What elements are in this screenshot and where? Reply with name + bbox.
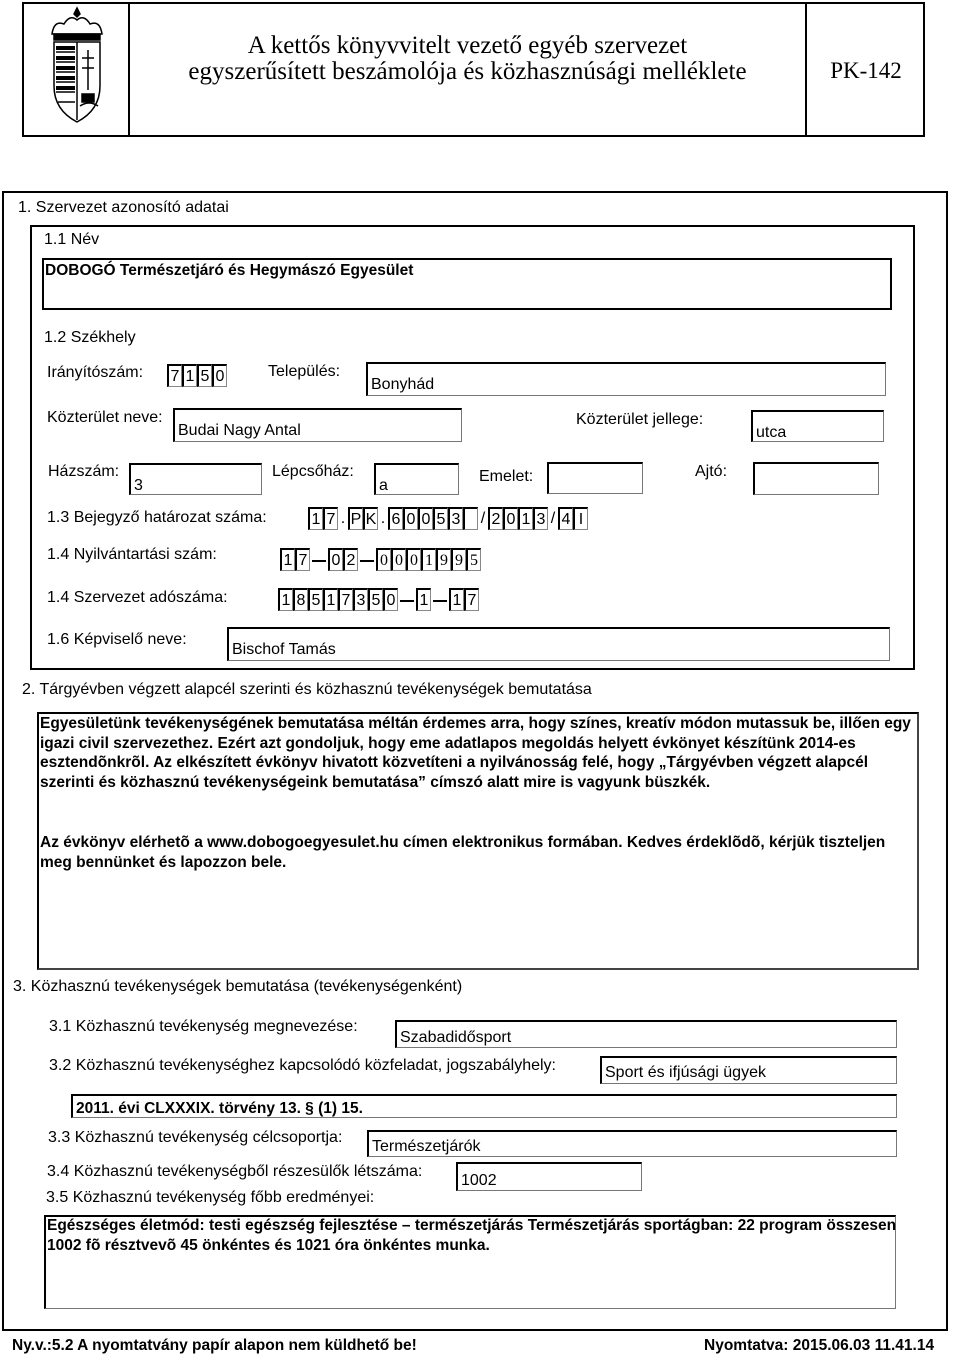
activity-name-label: 3.1 Közhasznú tevékenység megnevezése: <box>49 1018 358 1035</box>
digit-cell[interactable]: 5 <box>308 588 323 611</box>
main-results-text: Egészséges életmód: testi egészség fejlesztése – természetjárás Természetjárás sportágban: 22 program összesen 1002 fõ résztvevõ 45 önkéntes és 1021 óra önkéntes munka. <box>47 1217 897 1254</box>
digit-cell[interactable]: 2 <box>343 548 358 571</box>
digit-cell[interactable]: 5 <box>433 507 448 530</box>
digit-cell[interactable]: 0 <box>212 364 227 387</box>
digit-cell[interactable] <box>463 507 478 530</box>
house-number-field[interactable]: 3 <box>129 463 262 495</box>
footer-notice: Ny.v.:5.2 A nyomtatvány papír alapon nem küldhető be! <box>12 1337 417 1354</box>
digit-cell[interactable]: 7 <box>167 364 182 387</box>
footer-printed-at: Nyomtatva: 2015.06.03 11.41.14 <box>704 1337 935 1354</box>
hungarian-coat-of-arms-icon <box>42 6 112 128</box>
digit-cell[interactable]: 1 <box>323 588 338 611</box>
representative-field[interactable]: Bischof Tamás <box>227 627 890 661</box>
section3-title: 3. Közhasznú tevékenységek bemutatása (tevékenységenként) <box>13 978 463 995</box>
city-label: Település: <box>268 363 341 380</box>
separator: . <box>340 510 346 527</box>
dash-separator <box>400 600 414 602</box>
staircase-label: Lépcsőház: <box>272 463 354 480</box>
digit-cell[interactable]: 0 <box>383 588 398 611</box>
section1-title: 1. Szervezet azonosító adatai <box>18 199 229 216</box>
street-name-label: Közterület neve: <box>47 409 163 426</box>
dash-separator <box>360 560 374 562</box>
tax-number[interactable] <box>278 588 479 611</box>
registry-number[interactable] <box>280 548 481 571</box>
postal-code-digits[interactable] <box>167 364 227 387</box>
digit-cell[interactable]: 0 <box>418 507 433 530</box>
form-title <box>130 33 805 85</box>
digit-cell[interactable]: 3 <box>448 507 463 530</box>
digit-cell[interactable]: P <box>348 507 363 530</box>
tax-number-label: 1.4 Szervezet adószáma: <box>47 589 228 606</box>
legal-basis-field[interactable]: 2011. évi CLXXXIX. törvény 13. § (1) 15. <box>71 1094 897 1118</box>
door-field[interactable] <box>753 462 879 495</box>
separator: / <box>550 510 556 527</box>
city-field[interactable]: Bonyhád <box>366 362 886 396</box>
registry-number-label: 1.4 Nyilvántartási szám: <box>47 546 217 563</box>
dash-separator <box>433 600 447 602</box>
representative-label: 1.6 Képviselő neve: <box>47 631 187 648</box>
form-code: PK-142 <box>830 58 902 83</box>
digit-cell[interactable]: 0 <box>328 548 343 571</box>
digit-cell[interactable]: 1 <box>280 548 295 571</box>
beneficiaries-field[interactable]: 1002 <box>456 1162 642 1191</box>
digit-cell[interactable]: 0 <box>391 548 406 571</box>
digit-cell[interactable]: 9 <box>451 548 466 571</box>
floor-field[interactable] <box>547 462 643 494</box>
postal-code-label: Irányítószám: <box>47 364 144 381</box>
seat-label: 1.2 Székhely <box>44 329 136 346</box>
digit-cell[interactable]: 1 <box>182 364 197 387</box>
digit-cell[interactable]: 0 <box>503 507 518 530</box>
street-type-label: Közterület jellege: <box>576 411 704 428</box>
registration-decision-number[interactable] <box>308 507 588 531</box>
name-value: DOBOGÓ Természetjáró és Hegymászó Egyesület <box>45 262 414 279</box>
digit-cell[interactable]: 1 <box>518 507 533 530</box>
form-title-line2: egyszerűsített beszámolója és közhasznúsági melléklete <box>188 58 747 85</box>
digit-cell[interactable]: 5 <box>466 548 481 571</box>
digit-cell[interactable]: 7 <box>338 588 353 611</box>
main-results-label: 3.5 Közhasznú tevékenység főbb eredményei: <box>46 1189 375 1206</box>
digit-cell[interactable]: 4 <box>558 507 573 530</box>
section2-paragraph1: Egyesületünk tevékenységének bemutatása méltán érdemes arra, hogy színes, kreatív módon mutassuk be, illően egy igazi civil szervezethez. Ezért azt gondoljuk, hogy eme adatlapos megoldás helyett évkönyet készítünk 2014-es esztendõnkrõl. Az elkészített évkönyv hivatott közvetíteni a nyilvánosság felé, hogy „Tárgyévben végzett alapcél szerinti és közhasznú tevékenységeink bemutatása” címszó alatt mire is vagyunk büszkék. <box>40 715 911 791</box>
digit-cell[interactable]: 9 <box>436 548 451 571</box>
digit-cell[interactable]: 1 <box>278 588 293 611</box>
public-task-field[interactable]: Sport és ifjúsági ügyek <box>600 1056 897 1084</box>
digit-cell[interactable]: 3 <box>353 588 368 611</box>
target-group-field[interactable]: Természetjárók <box>367 1130 897 1157</box>
digit-cell[interactable]: 8 <box>293 588 308 611</box>
digit-cell[interactable]: 0 <box>403 507 418 530</box>
digit-cell[interactable]: 1 <box>308 507 323 530</box>
section2-paragraph2: Az évkönyv elérhetõ a www.dobogoegyesulet.hu címen elektronikus formában. Kedves érdeklõdõ, kérjük tiszteljen meg bennünket és lapozzon bele. <box>40 834 886 871</box>
digit-cell[interactable]: K <box>363 507 378 530</box>
digit-cell[interactable]: 3 <box>533 507 548 530</box>
section2-title: 2. Tárgyévben végzett alapcél szerinti és közhasznú tevékenységek bemutatása <box>22 681 592 698</box>
floor-label: Emelet: <box>479 468 534 485</box>
digit-cell[interactable]: 1 <box>449 588 464 611</box>
digit-cell[interactable]: 1 <box>416 588 431 611</box>
form-title-line1: A kettős könyvvitelt vezető egyéb szervezet <box>247 32 688 59</box>
digit-cell[interactable]: 7 <box>295 548 310 571</box>
separator: / <box>480 510 486 527</box>
digit-cell[interactable]: 6 <box>388 507 403 530</box>
digit-cell[interactable]: 5 <box>197 364 212 387</box>
digit-cell[interactable]: 5 <box>368 588 383 611</box>
street-type-field[interactable]: utca <box>751 410 884 442</box>
door-label: Ajtó: <box>695 463 728 480</box>
digit-cell[interactable]: 0 <box>406 548 421 571</box>
target-group-label: 3.3 Közhasznú tevékenység célcsoportja: <box>48 1129 343 1146</box>
street-name-field[interactable]: Budai Nagy Antal <box>173 408 462 442</box>
public-task-label: 3.2 Közhasznú tevékenységhez kapcsolódó közfeladat, jogszabályhely: <box>49 1057 556 1074</box>
digit-cell[interactable]: 2 <box>488 507 503 530</box>
digit-cell[interactable]: 7 <box>464 588 479 611</box>
digit-cell[interactable]: 1 <box>421 548 436 571</box>
dash-separator <box>312 560 326 562</box>
separator: . <box>380 510 386 527</box>
activity-name-field[interactable]: Szabadidősport <box>395 1020 897 1048</box>
house-number-label: Házszám: <box>48 463 120 480</box>
staircase-field[interactable]: a <box>374 463 459 495</box>
name-label: 1.1 Név <box>44 231 100 248</box>
digit-cell[interactable]: 0 <box>376 548 391 571</box>
registration-decision-label: 1.3 Bejegyző határozat száma: <box>47 509 267 526</box>
digit-cell[interactable]: I <box>573 507 588 530</box>
beneficiaries-label: 3.4 Közhasznú tevékenységből részesülők létszáma: <box>47 1163 423 1180</box>
digit-cell[interactable]: 7 <box>323 507 338 530</box>
